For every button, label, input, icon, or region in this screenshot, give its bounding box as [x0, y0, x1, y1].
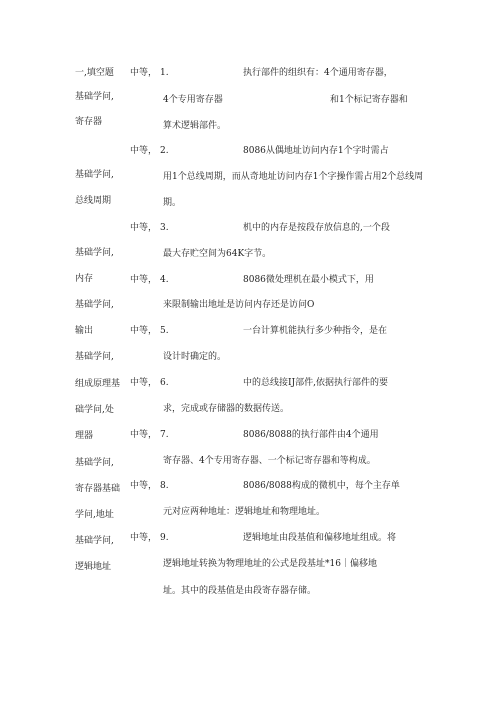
category-label: 基础学问,	[75, 458, 114, 468]
difficulty-label: 中等，	[130, 275, 158, 285]
difficulty-label: 中等，	[130, 430, 158, 440]
category-label: 逻辑地址	[75, 562, 112, 572]
question-text: 8086微处理机在最小模式下，用	[243, 275, 374, 285]
question-text: 址。其中的段基值是由段寄存器存储。	[163, 586, 317, 596]
category-label: 基础学问,	[75, 536, 114, 546]
question-text: 执行部件的组织有：4个通用寄存器，	[243, 68, 393, 78]
question-text: 最大存贮空间为64K字节。	[163, 249, 272, 259]
question-number: 8.	[160, 481, 169, 491]
category-label: 总线周期	[75, 196, 112, 206]
question-text: 来限制输出地址是访问内存还是访问O	[163, 300, 315, 310]
category-label: 组成原理基	[75, 379, 121, 389]
question-number: 4.	[160, 275, 169, 285]
question-text: 和1个标记寄存器和	[330, 95, 408, 105]
question-text: 逻辑地址转换为物理地址的公式是段基址*16｜偏移地	[163, 559, 377, 569]
difficulty-label: 中等，	[130, 326, 158, 336]
question-text: 元对应两种地址：逻辑地址和物理地址。	[163, 507, 326, 517]
question-text: 8086/8088的执行部件由4个通用	[243, 430, 379, 440]
category-label: 基础学问,	[75, 352, 114, 362]
question-text: 逻辑地址由段基值和偏移地址组成。将	[243, 533, 397, 543]
difficulty-label: 中等，	[130, 481, 158, 491]
section-heading: 一,填空题	[75, 68, 114, 78]
category-label: 输出	[75, 326, 94, 336]
difficulty-label: 中等，	[130, 378, 158, 388]
question-number: 6.	[160, 378, 169, 388]
question-text: 用1个总线周期，而从奇地址访问内存1个字操作需占用2个总线周	[163, 172, 424, 182]
difficulty-label: 中等，	[130, 223, 158, 233]
category-label: 基础学问,	[75, 248, 114, 258]
difficulty-label: 中等，	[130, 68, 158, 78]
category-label: 寄存器	[75, 117, 103, 127]
category-label: 内存	[75, 274, 94, 284]
category-label: 基础学问,	[75, 92, 114, 102]
category-label: 学问,地址	[75, 510, 114, 520]
question-text: 4个专用寄存器	[163, 95, 223, 105]
question-text: 求，完成或存储器的数据传送。	[163, 404, 290, 414]
category-label: 基础学问,	[75, 170, 114, 180]
category-label: 寄存器基础	[75, 484, 121, 494]
question-number: 7.	[160, 430, 169, 440]
question-number: 5.	[160, 326, 169, 336]
question-text: 8086从偶地址访问内存1个字时需占	[243, 146, 389, 156]
question-text: 设计时确定的。	[163, 352, 227, 362]
question-text: 机中的内存是按段存放信息的,一个段	[243, 223, 390, 233]
difficulty-label: 中等，	[130, 146, 158, 156]
question-number: 1.	[160, 68, 169, 78]
question-text: 一台计算机能执行多少种指令，是在	[243, 326, 388, 336]
question-text: 寄存器、4个专用寄存器、一个标记寄存器和等构成。	[163, 456, 376, 466]
question-number: 3.	[160, 223, 169, 233]
category-label: 基础学问,	[75, 300, 114, 310]
question-number: 2.	[160, 146, 169, 156]
question-text: 算术逻辑部件。	[163, 121, 227, 131]
question-number: 9.	[160, 533, 169, 543]
category-label: 理器	[75, 431, 94, 441]
question-text: 期。	[163, 198, 182, 208]
category-label: 础学问,处	[75, 405, 114, 415]
question-text: 8086/8088构成的微机中，每个主存单	[243, 481, 400, 491]
question-text: 中的总线接IJ部件,依据执行部件的要	[243, 378, 389, 388]
difficulty-label: 中等，	[130, 533, 158, 543]
